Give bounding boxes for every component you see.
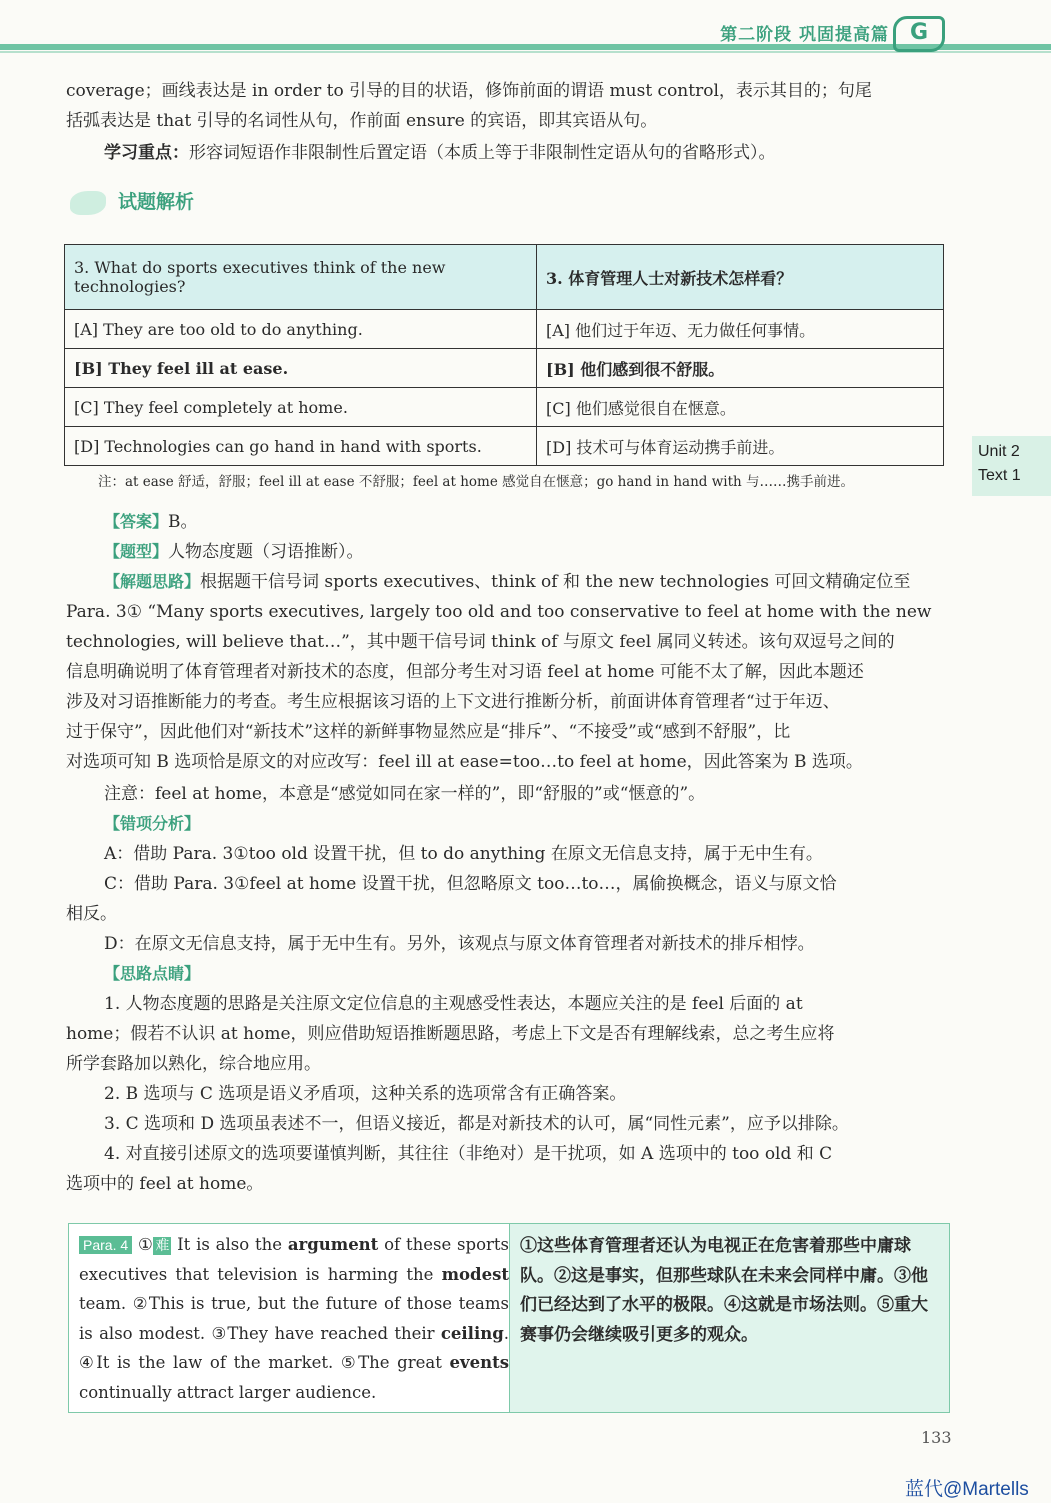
wrong-label: 【错项分析】 [104,814,201,833]
unit-label: Unit 2 [978,443,1020,460]
para4-text: of these sports executives that television is harming the [79,1235,509,1284]
header-logo-icon: G [893,16,945,52]
header-title: 第二阶段 巩固提高篇 [720,25,889,45]
leaf-icon [70,191,106,215]
para4-text: . ④It is the law of the market. ⑤The great [79,1323,509,1372]
section-title [70,187,194,215]
keyword: ceiling [440,1323,504,1343]
keyword: argument [287,1235,379,1254]
question-en: 3. What do sports executives think of the new technologies? [65,245,537,310]
tip-1b: home；假若不认识 at home，则应借助短语推断题思路，考虑上下文是否有理解线索，总之考生应将 [66,1024,835,1044]
tip-1c: 所学套路加以熟化，综合地应用。 [66,1054,321,1074]
para4-text: team. ②This is true, but the future of those teams is also modest. ③They have reached their [79,1294,509,1343]
analysis-line-1 [104,567,944,597]
tips-label-line [104,959,982,989]
table-row [65,245,944,310]
para4-box [68,1223,950,1413]
wrong-c-1: C：借助 Para. 3①feel at home 设置干扰，但忽略原文 too…to…，属偷换概念，语义与原文恰 [104,874,837,894]
para4-text: It is also the [171,1235,288,1254]
unit-tab [972,436,1051,496]
section-title-text: 试题解析 [118,191,195,213]
intro-line-1: coverage；画线表达是 in order to 引导的目的状语，修饰前面的谓语 must control，表示其目的；句尾 [66,81,872,101]
analysis-line-7: 对选项可知 B 选项恰是原文的对应改写：feel ill at ease=too…to feel at home，因此答案为 B 选项。 [66,752,863,772]
option-b-zh: [B] 他们感到很不舒服。 [537,349,944,388]
para4-text: continually attract larger audience. [79,1382,377,1402]
header-bar-line [0,51,1051,53]
analysis-line-3: technologies, will believe that…”，其中题干信号词 think of 与原文 feel 属同义转述。该句双逗号之间的 [66,632,895,652]
option-b-en: [B] They feel ill at ease. [65,349,537,388]
table-row [65,388,944,427]
answer-label: 【答案】 [104,512,169,531]
tip-2: 2. B 选项与 C 选项是语义矛盾项，这种关系的选项常含有正确答案。 [104,1084,627,1104]
tip-1a: 1. 人物态度题的思路是关注原文定位信息的主观感受性表达，本题应关注的是 feel 后面的 at [104,994,803,1014]
question-table [64,244,944,466]
watermark: 蓝代@Martells [905,1479,1029,1500]
analysis-line-6: 过于保守”，因此他们对“新技术”这样的新鲜事物显然应是“排斥”、“不接受”或“感到不舒服”，比 [66,722,791,742]
study-focus-text: 形容词短语作非限制性后置定语（本质上等于非限制性定语从句的省略形式）。 [189,143,776,163]
intro-line-2: 括弧表达是 that 引导的名词性从句，作前面 ensure 的宾语，即其宾语从句。 [66,111,658,131]
study-focus [104,138,944,168]
keyword: events [449,1353,509,1372]
tip-3: 3. C 选项和 D 选项虽表述不一，但语义接近，都是对新技术的认可，属“同性元素”，应予以排除。 [104,1114,849,1134]
vocab-note: 注：at ease 舒适，舒服；feel ill at ease 不舒服；feel at home 感觉自在惬意；go hand in hand with 与……携手前进。 [98,474,854,490]
para4-english [69,1224,517,1412]
question-zh: 3. 体育管理人士对新技术怎样看？ [537,245,944,310]
option-a-en: [A] They are too old to do anything. [65,310,537,349]
keyword: modest [441,1264,509,1284]
answer-line [104,507,982,537]
option-c-zh: [C] 他们感觉很自在惬意。 [537,388,944,427]
table-row [65,310,944,349]
para4-chinese: ①这些体育管理者还认为电视正在危害着那些中庸球队。②这是事实，但那些球队在未来会同样中庸。③他们已经达到了水平的极限。④这就是市场法则。⑤重大赛事仍会继续吸引更多的观众。 [509,1224,949,1412]
option-d-en: [D] Technologies can go hand in hand with sports. [65,427,537,466]
analysis-text: 根据题干信号词 sports executives、think of 和 the new technologies 可回文精确定位至 [200,572,911,592]
table-row [65,427,944,466]
type-label: 【题型】 [104,542,169,561]
analysis-line-5: 涉及对习语推断能力的考查。考生应根据该习语的上下文进行推断分析，前面讲体育管理者“过于年迈、 [66,692,840,712]
type-text: 人物态度题（习语推断）。 [168,542,364,562]
difficulty-badge: 难 [155,1238,170,1254]
answer-text: B。 [168,512,198,532]
para-badge: Para. 4 [79,1236,132,1254]
analysis-line-4: 信息明确说明了体育管理者对新技术的态度，但部分考生对习语 feel at home 可能不太了解，因此本题还 [66,662,864,682]
type-line [104,537,982,567]
wrong-c-2: 相反。 [66,904,117,924]
option-c-en: [C] They feel completely at home. [65,388,537,427]
table-row [65,349,944,388]
wrong-a: A：借助 Para. 3①too old 设置干扰，但 to do anything 在原文无信息支持，属于无中生有。 [104,844,823,864]
option-d-zh: [D] 技术可与体育运动携手前进。 [537,427,944,466]
tip-4a: 4. 对直接引述原文的选项要谨慎判断，其往往（非绝对）是干扰项，如 A 选项中的 too old 和 C [104,1144,833,1164]
page-number: 133 [921,1428,952,1447]
tips-label: 【思路点睛】 [104,964,201,983]
analysis-label: 【解题思路】 [104,572,201,591]
wrong-label-line [104,809,982,839]
study-focus-label: 学习重点： [104,143,189,163]
analysis-line-2: Para. 3① “Many sports executives, largely too old and too conservative to feel at home with the new [66,602,932,622]
analysis-line-8: 注意：feel at home，本意是“感觉如同在家一样的”，即“舒服的”或“惬意的”。 [104,784,706,804]
wrong-d: D：在原文无信息支持，属于无中生有。另外，该观点与原文体育管理者对新技术的排斥相悖。 [104,934,815,954]
text-label: Text 1 [978,467,1021,484]
para4-num: ① [137,1235,154,1254]
option-a-zh: [A] 他们过于年迈、无力做任何事情。 [537,310,944,349]
tip-4b: 选项中的 feel at home。 [66,1174,264,1194]
